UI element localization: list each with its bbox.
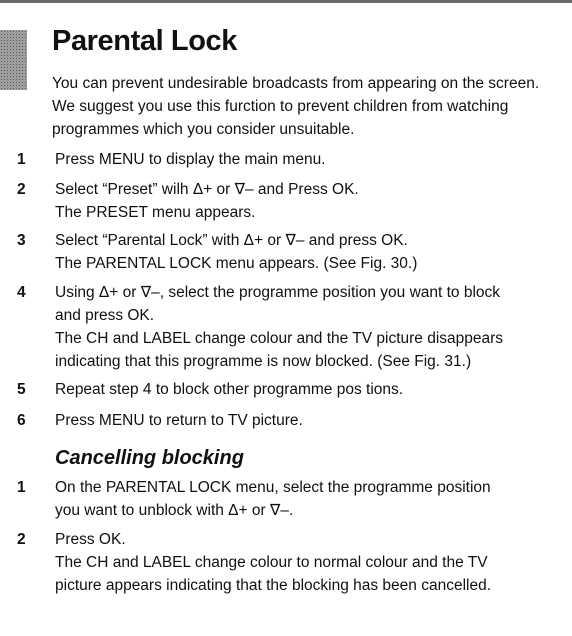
step-number: 1 [17,479,26,496]
step-text [55,528,565,597]
step-number: 2 [17,531,26,548]
step-number: 6 [17,412,26,429]
step-text [55,178,565,224]
step-line: The CH and LABEL change colour and the TV picture disappears [55,330,504,347]
intro-paragraph: You can prevent undesirable broadcasts from appearing on the screen. We suggest you use this furction to prevent children from watching programmes which you consider unsuitable. [52,75,540,138]
step-number: 3 [17,232,26,249]
step-number: 5 [17,381,26,398]
step-line: Repeat step 4 to block other programme pos tions. [55,381,404,398]
step-number: 4 [17,284,26,301]
page-title: Parental Lock [52,25,237,57]
step-line: On the PARENTAL LOCK menu, select the programme position [55,479,491,496]
step-line: Press OK. [55,531,126,548]
step-text [55,281,565,373]
step-line: picture appears indicating that the blocking has been cancelled. [55,577,492,594]
step-text [55,476,565,522]
step-line: Press MENU to return to TV picture. [55,412,303,429]
step-line: indicating that this programme is now blocked. (See Fig. 31.) [55,353,472,370]
step-text [55,148,565,171]
step-text [55,378,565,401]
step-line: Using Δ+ or ∇–, select the programme position you want to block [55,284,501,301]
step-line: Press MENU to display the main menu. [55,151,326,168]
cancel-heading: Cancelling blocking [55,447,244,469]
step-line: and press OK. [55,307,155,324]
step-text [55,409,565,432]
step-text [55,229,565,275]
top-rule [0,0,572,3]
step-line: The CH and LABEL change colour to normal colour and the TV [55,554,488,571]
step-number: 1 [17,151,26,168]
step-line: The PARENTAL LOCK menu appears. (See Fig. 30.) [55,255,418,272]
step-number: 2 [17,181,26,198]
step-line: Select “Preset” wilh Δ+ or ∇– and Press OK. [55,181,359,198]
corner-pattern [0,30,27,90]
step-line: you want to unblock with Δ+ or ∇–. [55,502,294,519]
step-line: The PRESET menu appears. [55,204,256,221]
step-line: Select “Parental Lock” with Δ+ or ∇– and press OK. [55,232,408,249]
